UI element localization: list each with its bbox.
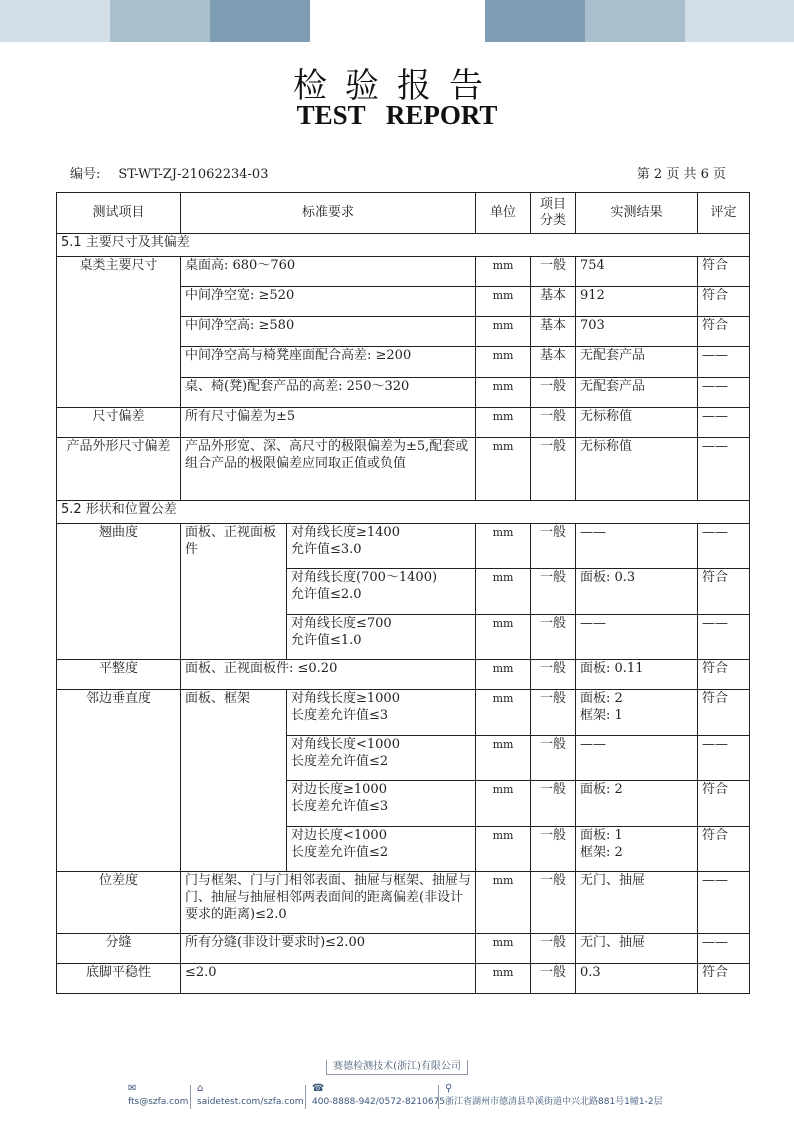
evaluation: 符合: [698, 257, 750, 287]
unit: mm: [476, 438, 531, 501]
evaluation: ——: [698, 872, 750, 934]
requirement: ≤2.0: [181, 964, 476, 994]
item-warp: 翘曲度: [57, 524, 181, 660]
requirement: 对角线长度(700～1400) 允许值≤2.0: [287, 569, 476, 615]
result: 无配套产品: [576, 347, 698, 378]
result: 703: [576, 317, 698, 347]
header-category: 项目 分类: [531, 193, 576, 234]
evaluation: ——: [698, 934, 750, 964]
unit: mm: [476, 615, 531, 660]
evaluation: 符合: [698, 317, 750, 347]
category: 一般: [531, 438, 576, 501]
result: ——: [576, 524, 698, 569]
header-color-bar: [0, 0, 794, 42]
divider: [305, 1085, 306, 1109]
category: 一般: [531, 660, 576, 690]
requirement: 对角线长度<1000 长度差允许值≤2: [287, 736, 476, 781]
result: 面板: 1 框架: 2: [576, 827, 698, 872]
requirement: 面板、正视面板件: ≤0.20: [181, 660, 476, 690]
result: 面板: 2 框架: 1: [576, 690, 698, 736]
evaluation: ——: [698, 408, 750, 438]
category: 一般: [531, 964, 576, 994]
category: 一般: [531, 378, 576, 408]
result: 面板: 2: [576, 781, 698, 827]
evaluation: 符合: [698, 964, 750, 994]
item-perpendicularity: 邻边垂直度: [57, 690, 181, 872]
unit: mm: [476, 257, 531, 287]
evaluation: 符合: [698, 781, 750, 827]
header-evaluation: 评定: [698, 193, 750, 234]
requirement: 对边长度≥1000 长度差允许值≤3: [287, 781, 476, 827]
category: 基本: [531, 287, 576, 317]
requirement: 产品外形宽、深、高尺寸的极限偏差为±5,配套或组合产品的极限偏差应同取正值或负值: [181, 438, 476, 501]
item-outline-deviation: 产品外形尺寸偏差: [57, 438, 181, 501]
category: 一般: [531, 827, 576, 872]
evaluation: ——: [698, 378, 750, 408]
requirement: 对边长度<1000 长度差允许值≤2: [287, 827, 476, 872]
divider: [190, 1085, 191, 1109]
category: 一般: [531, 781, 576, 827]
section-title: 5.2 形状和位置公差: [57, 501, 750, 524]
unit: mm: [476, 690, 531, 736]
phone-icon: ☎: [312, 1083, 325, 1094]
sub-item: 面板、正视面板件: [181, 524, 287, 660]
report-number-value: ST-WT-ZJ-21062234-03: [118, 167, 269, 182]
requirement: 所有尺寸偏差为±5: [181, 408, 476, 438]
result: ——: [576, 736, 698, 781]
category: 一般: [531, 934, 576, 964]
report-title-cn: 检验报告: [293, 66, 501, 106]
footer-address: ⚲ 浙江省湖州市德清县阜溪街道中兴北路881号1幢1-2层: [445, 1083, 663, 1107]
category: 一般: [531, 524, 576, 569]
category: 一般: [531, 615, 576, 660]
requirement: 对角线长度≤700 允许值≤1.0: [287, 615, 476, 660]
footer-website: ⌂ saidetest.com/szfa.com: [197, 1083, 304, 1107]
category: 一般: [531, 736, 576, 781]
header-result: 实测结果: [576, 193, 698, 234]
report-number-label: 编号:: [70, 167, 101, 182]
item-size-deviation: 尺寸偏差: [57, 408, 181, 438]
requirement: 中间净空宽: ≥520: [181, 287, 476, 317]
requirement: 桌面高: 680～760: [181, 257, 476, 287]
item-flatness: 平整度: [57, 660, 181, 690]
item-desk-dimensions: 桌类主要尺寸: [57, 257, 181, 408]
result: 无标称值: [576, 408, 698, 438]
footer-phone: ☎ 400-8888-942/0572-8210675: [312, 1083, 446, 1107]
requirement: 中间净空高: ≥580: [181, 317, 476, 347]
report-number: [70, 163, 268, 182]
evaluation: 符合: [698, 827, 750, 872]
table-header-row: [57, 193, 750, 234]
category: 一般: [531, 408, 576, 438]
result: ——: [576, 615, 698, 660]
email-icon: ✉: [128, 1083, 137, 1094]
category: 一般: [531, 690, 576, 736]
evaluation: 符合: [698, 287, 750, 317]
result: 754: [576, 257, 698, 287]
category: 一般: [531, 569, 576, 615]
unit: mm: [476, 287, 531, 317]
unit: mm: [476, 378, 531, 408]
unit: mm: [476, 964, 531, 994]
unit: mm: [476, 569, 531, 615]
item-position-deviation: 位差度: [57, 872, 181, 934]
result: 912: [576, 287, 698, 317]
evaluation: ——: [698, 736, 750, 781]
unit: mm: [476, 736, 531, 781]
evaluation: 符合: [698, 660, 750, 690]
evaluation: 符合: [698, 690, 750, 736]
unit: mm: [476, 317, 531, 347]
requirement: 桌、椅(凳)配套产品的高差: 250～320: [181, 378, 476, 408]
requirement: 对角线长度≥1400 允许值≤3.0: [287, 524, 476, 569]
result: 无配套产品: [576, 378, 698, 408]
sub-item: 面板、框架: [181, 690, 287, 872]
unit: mm: [476, 872, 531, 934]
header-unit: 单位: [476, 193, 531, 234]
footer-contact: [0, 1083, 794, 1113]
unit: mm: [476, 660, 531, 690]
requirement: 门与框架、门与门相邻表面、抽屉与框架、抽屉与门、抽屉与抽屉相邻两表面间的距离偏差(非设计要求的距离)≤2.0: [181, 872, 476, 934]
result: 面板: 0.3: [576, 569, 698, 615]
section-title: 5.1 主要尺寸及其偏差: [57, 234, 750, 257]
evaluation: ——: [698, 615, 750, 660]
header-requirement: 标准要求: [181, 193, 476, 234]
result: 无门、抽屉: [576, 872, 698, 934]
evaluation: 符合: [698, 569, 750, 615]
result: 无标称值: [576, 438, 698, 501]
footer-email: ✉ fts@szfa.com: [128, 1083, 189, 1107]
evaluation: ——: [698, 438, 750, 501]
category: 一般: [531, 872, 576, 934]
report-table: [56, 192, 750, 994]
company-name: 赛德检测技术(浙江)有限公司: [326, 1060, 468, 1075]
requirement: 所有分缝(非设计要求时)≤2.00: [181, 934, 476, 964]
requirement: 对角线长度≥1000 长度差允许值≤3: [287, 690, 476, 736]
item-foot-stability: 底脚平稳性: [57, 964, 181, 994]
result: 0.3: [576, 964, 698, 994]
footer-company: [0, 1057, 794, 1072]
evaluation: ——: [698, 524, 750, 569]
unit: mm: [476, 827, 531, 872]
result: 无门、抽屉: [576, 934, 698, 964]
page-indicator: 第 2 页 共 6 页: [636, 167, 726, 182]
unit: mm: [476, 934, 531, 964]
unit: mm: [476, 408, 531, 438]
category: 基本: [531, 317, 576, 347]
report-title-en: TEST REPORT: [296, 100, 498, 130]
divider: [438, 1085, 439, 1109]
category: 一般: [531, 257, 576, 287]
unit: mm: [476, 524, 531, 569]
result: 面板: 0.11: [576, 660, 698, 690]
item-gap: 分缝: [57, 934, 181, 964]
unit: mm: [476, 781, 531, 827]
location-pin-icon: ⚲: [445, 1083, 453, 1094]
category: 基本: [531, 347, 576, 378]
header-test-item: 测试项目: [57, 193, 181, 234]
home-icon: ⌂: [197, 1083, 204, 1094]
evaluation: ——: [698, 347, 750, 378]
requirement: 中间净空高与椅凳座面配合高差: ≥200: [181, 347, 476, 378]
unit: mm: [476, 347, 531, 378]
